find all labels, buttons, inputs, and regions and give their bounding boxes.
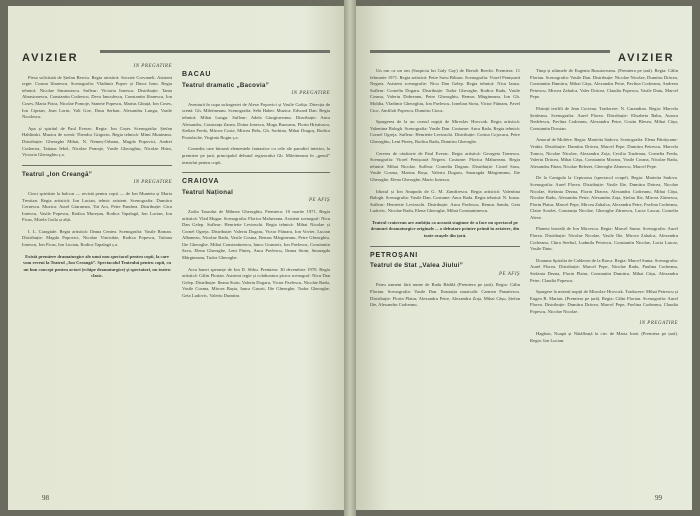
- listing-paragraph: De la Canigula la Ceptoarsa (spectacol coupé). Regia: Marietta Sadova. Scenografia: Aurel Florea. Distribuție: Vasile Ilie, Dumitru Drăcea, Nicolae Nicolae, Stefania Dezna, Florin Dracea, Alexandru Codreanu, Mihai Cășu, Nicolae Radu, Alexandru Petre, Alexandru Zoța, Ștefan Ilie, Mircea Zărnescu, Florin Platur, Marcel Pepe, Mircea Zahalca, Alexandru Petre, Pavlina Codreanu, Claire Scarlet, Constanța Nicolae, Gheorghe Zârnescu, Lucia Lascar, Cornelia Alexe.: [530, 175, 678, 220]
- listing-paragraph: Apa și spiritul de Paul Everac. Regia: Ion Coșer. Scenografia: Ștefan Hablinski. Muzica de scenă: Theodor Grigoriu. Regia tehnică: Mimi Munteanu. Distribuție: Gheorghe Mihai, N. Nemeș-Orbanu, Mugda Popovici, Andrei Codarcea, Tatiana Iekel, Nicolae Pomoje, Vasile Gheorghiu, Nicolae Hrim, Victoria Gheorghiu ș.a.: [22, 125, 172, 158]
- page-number: 98: [42, 494, 49, 502]
- listing-paragraph: Cinci spiritiste la balcon — revistă pentru copii — de Ion Munteiu și Maria Trestian. Regia artistică: Ion Lucian, tehnic asistent. Scenografia: Dumitru Cernescu. Muzica: Aurel Giurumea, Titi Acs, Petre Pandrea. Distribuție: Gica Ionescu, Vasile Popescu, Rodica Mureșan, Rodica Tapalagă, Ion Lucian, Ion Ficus, Mirela Goila și alții.: [22, 190, 172, 223]
- city-heading: PETROȘANI: [370, 251, 419, 259]
- page-header-title: AVIZIER: [618, 52, 675, 64]
- listing-paragraph: Amorul de Molière. Regia: Marietta Sadova. Scenografia: Elena Pătrășcanu-Veakis. Distribuție: Dumitru Drăcea, Marcel Pepe, Dumitru Petrescu, Marcela Tomcu, Nicolae Nicolae, Alexandru Zoța, Cecilia Trudeanu, Cornelia Preda, Valeriu Drăcea, Mihai Cășu, Constantin Moraru, Vasile Cosma, Nicolae Radu, Alexandru Fătan, Nicolae Belezei, Gheorghe Zârnescu, Marcel Pepe.: [530, 137, 678, 169]
- listing-paragraph: Planeta boreală de Ion Mircescu. Regia: Marcel Suma. Scenografia: Aurel Florea. Distribuție: Nicolae Nicolae, Vasile Ilie, Mircea Zahalca, Alexandru Codreanu, Chira Sterbul, Ludmila Petrescu, Constantin Nicolae, Lucia Lascar, Vasile Dutu.: [530, 226, 678, 252]
- listing-paragraph: Arca bunei speranțe de Ion D. Sîrbu. Premiera: 30 decembrie 1970. Regia artistică: Călin Florian. Asistent regie și colaborator pictor scenograf: Nicu Dan Gelep. Distribuție: Ileana Stoin, Valeriu Dogaru, Victor Pavlescu, Nicolae Radu, Vasile Cosma, Mircea Bașta, Ianca Gusoti, Ilie Gheorghe, Tudor Gheorghe, Geta Ludovic, Valeriu Dumitru.: [182, 266, 330, 299]
- closing-note: Există premiere dramaturgice ale unui nou spectacol pentru copii, la care vom reveni la Teatrul „Ion Creangă”. Spectacolul Teatrului pentru copii, cu un bun concept pentru actori (echipe dramaturgice) și spectatori, un teatru clasic.: [22, 253, 172, 279]
- theatre-heading: Teatrul Național: [182, 188, 234, 196]
- page-header-title: AVIZIER: [22, 52, 79, 64]
- status-tag: IN PREGATIRE: [291, 91, 330, 97]
- listing-paragraph: Spargerea de la un ceasul nopții de Miroslav Hrovcak. Regia artistică: Valentina Balogh. Scenografia: Vasile Dan. Costume: Anca Rada, Regia tehnică: Cornel Ogreja. Sufleur: Henriette Levinschi. Distribuție: Corina Cojocaru, Petre Gheorghiu, Leni Pinteș, Rodica Radu, Dumitru Gheorghe.: [370, 119, 520, 144]
- section-divider: [22, 165, 172, 166]
- theatre-heading: Teatrul de Stat „Valea Jiului”: [370, 262, 464, 270]
- page-number: 99: [655, 494, 662, 502]
- left-page: [8, 6, 344, 510]
- city-heading: BACAU: [182, 71, 212, 78]
- left-page-column-1: [22, 62, 172, 285]
- listing-paragraph: I. L. Caragiale. Regia artistică: Ileana Centea. Scenografia: Vasile Roman. Distribuție: Magda Popovici, Nicolae Vinciubie, Rodica Popescu, Tatiana Ionescu, Ion Ficus, Ion Lucian, Rodica Tapalagă ș.a.: [22, 228, 172, 248]
- status-tag: PE AFIȘ: [498, 271, 520, 277]
- listing-paragraph: Comedia care întrună elementele fantastice cu cele ale parodiei interior, la premiere pe țară, principalul debutul regizorului Gh. Miletineanu în „genul” teatrului pentru copii.: [182, 146, 330, 165]
- listing-paragraph: Piesa solicitată de Ștefan Berciu. Regia artistică: Socrate Corvaneli. Asistent regie: Cosma Ifianescu. Scenografia: Vladimir Popov și Dinca Ionu. Regia tehnică: Nicolae Simionescu. Sufleur: Victoria Ionescu. Distribuție: Tania Abrasionescu, Constantin Codrescu, Deva Ianculescu, Constantin Ifianescu, Ion Coses, Maria Potra, Nicolae Pomoje, Stanete Popescu, Marius Ghiuță, Ion Coses, Ion Ciprian, Jean Lorin, Vali Goe, Dasu Serban, Alexandru Lungu, Vasile Nicolescu.: [22, 74, 172, 120]
- header-rule: [370, 50, 610, 53]
- right-page-column-1: [370, 68, 520, 314]
- book-gutter: [344, 0, 356, 516]
- theatre-heading: Teatrul dramatic „Bacovia”: [182, 81, 270, 89]
- listing-paragraph: Patru oameni fără nume de Radu Bădilă (Premiera pe țară). Regia: Călin Florian. Scenografia: Vasile Dan. Ilustrația muzicală: Carmen Panaitescu. Distribuție: Florin Platur, Alexandru Petre, Alexandru Zoța, Mihai Cășu, Ștefan Ilie, Alexandru Codreanu.: [370, 282, 520, 308]
- section-divider: [182, 172, 330, 173]
- listing-paragraph: Hagbon, Noapă și Nătăfleață la circ de Maria Ionă. (Premiera pe țară). Regia: Ion Lucian.: [530, 331, 678, 343]
- listing-paragraph: Doamna Spiralia de Calderon de la Barca. Regia: Marcel Suma. Scenografia: Aurel Florea. Distribuție: Marcel Pepe, Nicolae Radu, Paulina Codreanu, Stefania Dezna, Florin Platur, Constantin Dumitru, Mihai Cășu, Alexandru Petre, Claudia Popescu.: [530, 257, 678, 283]
- closing-note: Teatrul craiovean are ambiția ca această stagiune de a face un spectacol pe drumuri dramaturgice originale ... o debutare printre primii în aviziere, din toate orașele din țară.: [370, 219, 520, 239]
- status-tag: IN PREGATIRE: [133, 180, 172, 186]
- city-heading: CRAIOVA: [182, 178, 220, 186]
- listing-paragraph: Idiotul și Ion Anapoda de G. M. Zamfirescu. Regia artistică: Valentina Balogh. Scenografia: Vasile Dan. Costume: Anca Rada. Regia tehnică: N. Ioana. Sufleur: Henriette Levinschi. Distribuție: Anca Pavlescu, Remus Sandu, Geta Ludovic, Nicolae Radu, Elena Gheorghe, Mihai Constantinescu.: [370, 188, 520, 214]
- status-tag: PE AFIȘ: [308, 198, 330, 204]
- status-tag: IN PREGATIRE: [639, 320, 678, 326]
- listing-paragraph: Zodia Taurului de Mihnea Gheorghiu. Premiera: 10 martie 1971. Regia artistică: Vlad Mugur. Scenografia: Florica Malureanu. Asistent scenograf: Nicu Dan Gelep. Sufleur: Henriette Levinschi. Regia tehnică: Mihai Nicolae și Cornel Ogreja. Distribuție: Valeriu Dogaru, Victor Făinaru, Ion Vovier, Lucian Albanezu, Nicolae Radu, Vasile Cosma, Remus Mărgineanu, Petre Gheorghiu, Ilie Gheorghe, Mihai Constantinescu, Ianco Grunseir, Ion Pavlescu, Constantin Sava, Elena Gheorghe, Leni Pinteș, Anca Pavlescu, Ileana Stoin, Smaragda Mărgineanu, Tudor Gheorghe.: [182, 208, 330, 261]
- listing-paragraph: Părinții terifili de Jean Cocteau. Traducere: N. Carandino. Regia: Marcela Șeuleanu. Scenografia: Aurel Florea. Distribuție: Elisabeta Babu, Aurora Nedelescu, Pavlina Codreanu, Alexandru Petre, Costin Blesea, Mihai Cășu, Constantin Drosian.: [530, 105, 678, 131]
- status-tag: IN PREGATIRE: [133, 64, 172, 69]
- listing-paragraph: Un om ca un om (Suspiciu lui Galy Gay) de Bertolt Brecht. Premiera: 11 februarie 1971. Regia artistică: Petre Savu Biltaru. Scenografia: Viorel Penișoară Negrea. Asistent scenografie: Nicu Dan Gelep. Regia tehnică: Nicu Ianza. Sufleur: Cornelia Dogaru. Distribuție: Tudor Gheorghe, Rodica Radu, Vasile Cosma, Valeriu Dobreanu, Petre Gheorghiu, Remus Mărgineanu, Ion Gh. Moldia, Vladimir Gheorghiu, Ion Pavlescu, Ionelian Siotu, Victor Făinaru, Pavel Cioc, Amfiloh Popescu, Dumitru Cioca.: [370, 68, 520, 113]
- listing-paragraph: Spargere la miezul nopții de Miroslav Hrovcak. Traducere: Mihai Petrescu și Eugen B. Marian. (Premiera pe țară). Regia: Călin Florian. Scenografia: Aurel Florea. Distribuție: Dumitru Drăcea, Marcel Pepe, Pavlina Codreanu, Claudia Popescu, Nicolae Nicolae.: [530, 289, 678, 314]
- listing-paragraph: Cererea de căsătorie de Paul Everac. Regia artistică: Georgeta Tomescu. Scenografia: Viorel Penișoară Negrea. Costume: Florica Mălureanu. Regia tehnică: Mihai Nicolae. Sufleur: Cornelia Dogaru. Distribuție: Costel Sasu, Vasile Cosma, Marina Roșu, Valeriu Dogaru, Smaragda Mărgineanu, Ilie Gheorghe, Elena Gheorghe, Mario Ionescu.: [370, 150, 520, 182]
- listing-paragraph: Timp și ultimele de Eugenia Busuioceanu. (Premiera pe țară). Regia: Călin Florian. Scenografia: Vasile Dan. Distribuție: Nicolae Nicolae, Dumitru Drăcea, Constantin Dumitru, Mihai Cășu, Alexandru Petre, Pavlina Codreanu, Andreea Petrescu, Mircea Zahalca, Valer Drăcea, Claudia Popescu, Vasile Dutu, Marcel Pepe.: [530, 68, 678, 100]
- theatre-heading: Teatrul „Ion Creangă”: [22, 170, 93, 178]
- section-divider: [370, 246, 520, 247]
- right-page-column-2: [530, 68, 678, 349]
- right-page: [356, 6, 692, 510]
- listing-paragraph: Aventură în cupa sufrageriei de Alexe Popovici și Vasile Gafița. Direcția de scenă: Gh. Miletineanu. Scenografia: Sebi Haber. Muzica: Edward Dan. Regia tehnică: Mihai Lungu. Sufleur: Adela Giurgiuveanu. Distribuție: Anca Alexandru, Constanța Zanea, Doina Ionescu, Mugu Buzoanu, Florin Hristiuscu, Stelian Preda, Mircea Coste, Mircea Belu, Gh. Sorbina, Mihai Dragoș, Rodica Postolache, Virginia Rogin ș.a.: [182, 101, 330, 140]
- left-page-column-2: [182, 68, 330, 305]
- header-rule: [100, 50, 330, 53]
